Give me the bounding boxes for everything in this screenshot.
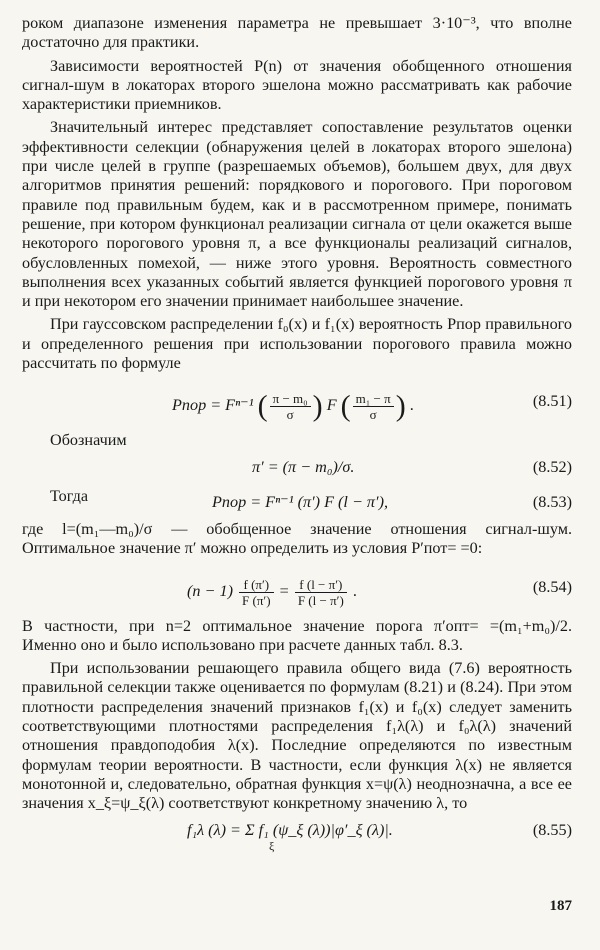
fraction-2-numerator: m₁ − π xyxy=(353,391,394,407)
fraction-4-denominator: F (l − π′) xyxy=(297,592,344,608)
formula-8-51-tail: . xyxy=(409,396,414,415)
right-paren: ) xyxy=(395,389,406,423)
fraction-4 xyxy=(295,577,347,608)
fraction-3-numerator: f (π′) xyxy=(239,577,274,593)
fraction-2-denominator: σ xyxy=(369,407,377,423)
equation-number-8-54: (8.54) xyxy=(532,577,572,596)
formula-8-51-mid: F xyxy=(326,396,337,415)
paragraph-5: Обозначим xyxy=(50,431,127,450)
fraction-3-denominator: F (π′) xyxy=(242,592,271,608)
fraction-1-numerator: π − m₀ xyxy=(270,391,311,407)
equals-sign: = xyxy=(279,581,289,600)
formula-8-52 xyxy=(22,457,572,481)
formula-8-52-expression: π′ = (π − m₀)/σ. xyxy=(252,457,355,476)
paragraph-7: где l=(m₁—m₀)/σ — обобщенное значение отношения сигнал-шум. Оптимальное значение π′ можно определить из условия P′пот= =0: xyxy=(22,519,572,558)
paragraph-2: Зависимости вероятностей P(n) от значения обобщенного отношения сигнал-шум в локаторах второго эшелона можно рассматривать как рабочие характеристики приемников. xyxy=(22,56,572,114)
formula-8-53 xyxy=(22,492,572,514)
formula-8-54-tail: . xyxy=(352,581,357,600)
right-paren: ) xyxy=(312,389,323,423)
formula-8-55 xyxy=(22,820,572,856)
page-number: 187 xyxy=(549,898,572,914)
equation-number-8-53: (8.53) xyxy=(532,492,572,511)
fraction-3 xyxy=(239,577,274,608)
formula-8-54-lhs: (n − 1) xyxy=(187,581,233,600)
paragraph-8: В частности, при n=2 оптимальное значение порога π′опт= =(m₁+m₀)/2. Именно оно и было использовано при расчете данных табл. 8.3. xyxy=(22,616,572,654)
sum-subscript: ξ xyxy=(269,838,275,853)
equation-number-8-51: (8.51) xyxy=(532,392,572,411)
paragraph-4: При гауссовском распределении f₀(x) и f₁(x) вероятность Pпор правильного и определенного решения при использовании порогового правила можно рассчитать по формуле xyxy=(22,315,572,373)
left-paren: ( xyxy=(257,389,268,423)
equation-number-8-52: (8.52) xyxy=(532,457,572,476)
formula-8-53-expression: Pпор = Fⁿ⁻¹ (π′) F (l − π′), xyxy=(212,492,389,511)
formula-8-54 xyxy=(22,565,572,611)
paragraph-3: Значительный интерес представляет сопоставление результатов оценки эффективности селекции (обнаружения целей в локаторах второго эшелона) при числе целей в группе (разрешаемых объемов), большем двух, для двух алгоритмов принятия решений: порядкового и порогового. При пороговом правиле под правильным будем, как и в рассмотренном примере, понимать решение, при котором функционал реализации сигнала от цели окажется выше некоторого порогового уровня π, а все функционалы реализаций сигналов, обусловленных помехой, — ниже этого уровня. Вероятность совместного выполнения всех указанных событий является функцией порогового уровня π и при некотором его значении принимает наибольшее значение. xyxy=(22,118,572,311)
paragraph-1: роком диапазоне изменения параметра не превышает 3·10⁻³, что вполне достаточно для практики. xyxy=(22,14,572,52)
formula-8-55-expression xyxy=(187,820,393,852)
fraction-1-denominator: σ xyxy=(286,407,294,423)
formula-8-54-expression xyxy=(187,577,357,608)
paragraph-6: Тогда xyxy=(50,486,89,505)
fraction-2 xyxy=(353,391,394,422)
fraction-1 xyxy=(270,391,311,422)
left-paren: ( xyxy=(340,389,351,423)
paragraph-9: При использовании решающего правила общего вида (7.6) вероятность правильной селекции также оценивается по формулам (8.21) и (8.24). При этом плотности распределения значений признаков f₁(x) и f₀(x) следует заменить соответствующими плотностями распределения f₁λ(λ) и f₀λ(λ) значений отношения правдоподобия λ(x). Последние определяются по известным формулам теории вероятности. В частности, если функция λ(x) не является монотонной и, следовательно, обратная функция x=ψ(λ) неоднозначна, а все ее значения x_ξ=ψ_ξ(λ) соответствуют конкретному значению λ, то xyxy=(22,659,572,813)
formula-8-51-expression xyxy=(172,391,414,422)
formula-8-55-text: f₁λ (λ) = Σ f₁ (ψ_ξ (λ))|φ′_ξ (λ)|. xyxy=(187,820,393,839)
formula-8-51-lhs: Pпор = Fⁿ⁻¹ xyxy=(172,396,254,415)
formula-8-51 xyxy=(22,379,572,425)
equation-number-8-55: (8.55) xyxy=(532,820,572,839)
fraction-4-numerator: f (l − π′) xyxy=(295,577,347,593)
